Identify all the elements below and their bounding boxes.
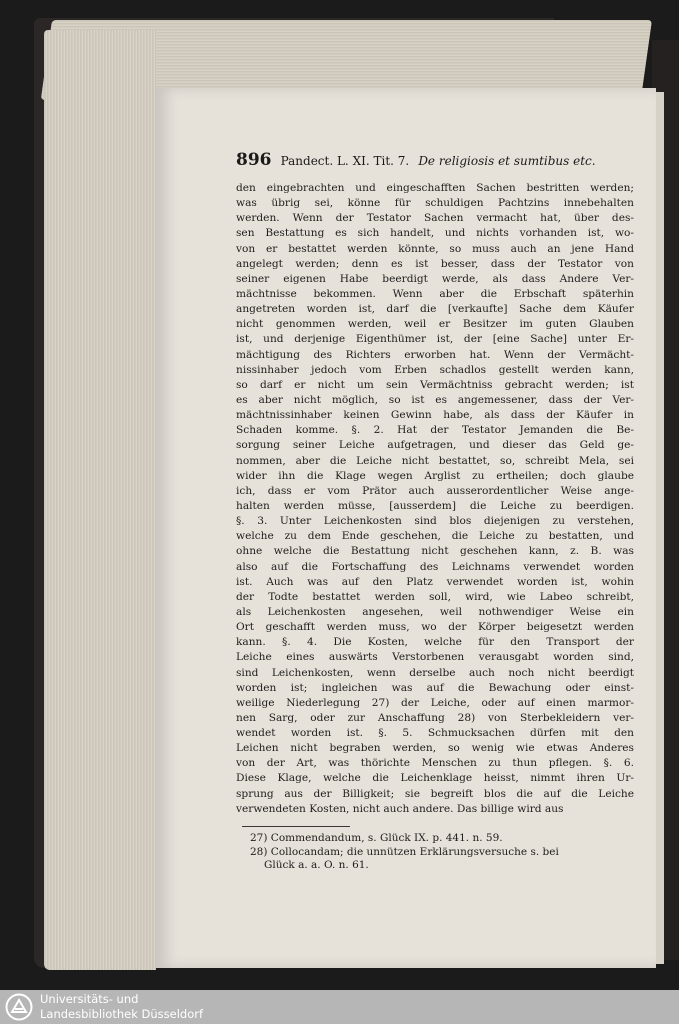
footnote-28-continued: Glück a. a. O. n. 61. (264, 859, 369, 871)
text-line: ich, dass er vom Prätor auch ausserordentlicher Weise ange- (236, 484, 634, 497)
text-line: halten werden müsse, [ausserdem] die Leiche zu beerdigen. (236, 499, 634, 512)
text-line: verwendeten Kosten, nicht auch andere. Das billige wird aus (236, 802, 564, 815)
text-line: von der Art, was thörichte Menschen zu thun pflegen. §. 6. (236, 757, 634, 770)
footnote-28: 28) Collocandam; die unnützen Erklärungsversuche s. bei (250, 845, 559, 858)
footnote-rule (242, 826, 350, 827)
text-line: §. 3. Unter Leichenkosten sind blos diejenigen zu verstehen, (236, 515, 634, 528)
text-line: es aber nicht möglich, so ist es angemessener, dass der Ver- (236, 393, 634, 406)
text-line: kann. §. 4. Die Kosten, welche für den Transport der (236, 636, 634, 649)
text-line: ist. Auch was auf den Platz verwendet worden ist, wohin (236, 575, 634, 588)
running-head: Pandect. L. XI. Tit. 7. (280, 154, 410, 168)
text-line: mächtnisse bekommen. Wenn aber die Erbschaft späterhin (236, 287, 634, 300)
page-gutter (656, 92, 664, 964)
footnote-27: 27) Commendandum, s. Glück IX. p. 441. n. 59. (250, 832, 503, 844)
page-block-side-edge (44, 30, 156, 970)
text-line: so darf er nicht um sein Vermächtniss gebracht werden; ist (236, 378, 634, 391)
text-line: nissinhaber jedoch vom Erben schadlos gestellt werden kann, (236, 363, 634, 376)
text-line: sprung aus der Billigkeit; sie begreift blos die auf die Leiche (236, 787, 634, 800)
text-line: nen Sarg, oder zur Anschaffung 28) von Sterbekleidern ver- (236, 711, 634, 724)
text-line: Diese Klage, welche die Leichenklage heisst, nimmt ihren Ur- (236, 772, 634, 785)
text-line: sind Leichenkosten, wenn derselbe auch noch nicht beerdigt (236, 666, 634, 679)
text-line: sen Bestattung es sich handelt, und nichts vorhanden ist, wo- (236, 227, 634, 240)
text-line: mächtigung des Richters erworben hat. Wenn der Vermächt- (236, 348, 634, 361)
text-line: ohne welche die Bestattung nicht geschehen kann, z. B. was (236, 545, 634, 558)
text-line: was übrig sei, könne für schuldigen Pachtzins innebehalten (236, 197, 634, 210)
text-line: werden. Wenn der Testator Sachen vermacht hat, über des- (236, 212, 634, 225)
text-line: nicht genommen werden, weil er Besitzer im guten Glauben (236, 318, 634, 331)
text-line: wendet worden ist. §. 5. Schmucksachen dürfen mit den (236, 727, 634, 740)
text-line: seiner eigenen Habe beerdigt werde, als dass Andere Ver- (236, 272, 634, 285)
text-line: Schaden komme. §. 2. Hat der Testator Jemanden die Be- (236, 424, 634, 437)
text-line: nommen, aber die Leiche nicht bestattet, so, schreibt Mela, sei (236, 454, 634, 467)
text-line: den eingebrachten und eingeschafften Sachen bestritten werden; (236, 182, 634, 194)
text-line: weilige Niederlegung 27) der Leiche, oder auf einen marmor- (236, 696, 634, 709)
text-line: Ort geschafft werden muss, wo der Körper beigesetzt werden (236, 621, 634, 634)
text-line: Leichen nicht begraben werden, so wenig wie etwas Anderes (236, 742, 634, 755)
footnotes (250, 832, 634, 873)
text-line: wider ihn die Klage wegen Arglist zu ertheilen; doch glaube (236, 469, 634, 482)
text-line: mächtnissinhaber keinen Gewinn habe, als dass der Käufer in (236, 409, 634, 422)
text-line: worden ist; ingleichen was auf die Bewachung oder einst- (236, 681, 634, 694)
page-number: 896 (236, 150, 272, 170)
text-line: Leiche eines auswärts Verstorbenen verausgabt worden sind, (236, 651, 634, 664)
page-header (236, 150, 636, 174)
library-footer (0, 990, 679, 1024)
library-name (40, 992, 203, 1022)
text-line: von er bestattet werden könnte, so muss auch an jene Hand (236, 242, 634, 255)
text-line: also auf die Fortschaffung des Leichnams verwendet worden (236, 560, 634, 573)
ulb-logo-icon (5, 993, 33, 1021)
body-text (236, 181, 634, 817)
text-line: angelegt werden; denn es ist besser, dass der Testator von (236, 257, 634, 270)
library-name-line-1: Universitäts- und (40, 992, 139, 1006)
text-line: angetreten worden ist, darf die [verkaufte] Sache dem Käufer (236, 303, 634, 316)
running-title: De religiosis et sumtibus etc. (418, 154, 596, 168)
text-line: sorgung seiner Leiche aufgetragen, und dieser das Geld ge- (236, 439, 634, 452)
text-line: als Leichenkosten angesehen, weil nothwendiger Weise ein (236, 605, 634, 618)
text-line: der Todte bestattet werden soll, wird, wie Labeo schreibt, (236, 590, 634, 603)
library-name-line-2: Landesbibliothek Düsseldorf (40, 1007, 204, 1021)
text-line: ist, und derjenige Eigenthümer ist, der [eine Sache] unter Er- (236, 333, 634, 346)
text-line: welche zu dem Ende geschehen, die Leiche zu bestatten, und (236, 530, 634, 543)
